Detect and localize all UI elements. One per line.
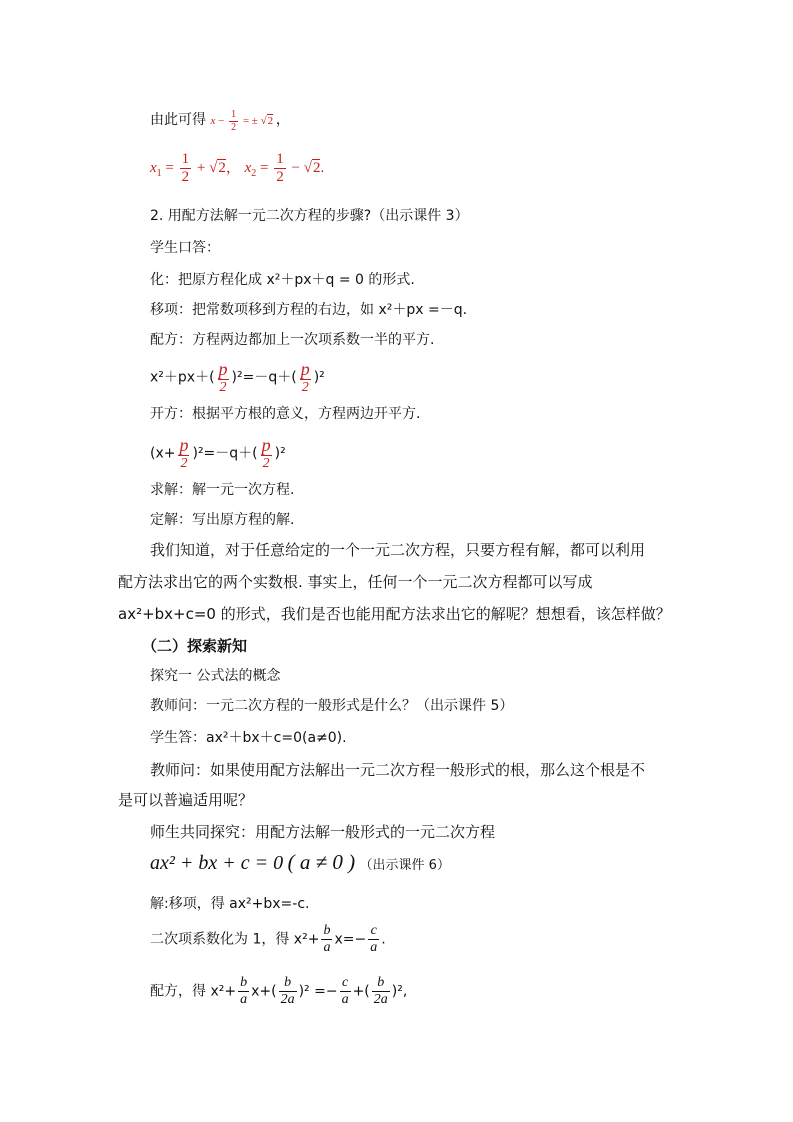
step-transpose: 移项：把常数项移到方程的右边，如 x²＋px =－q.	[150, 302, 468, 318]
step-square-root: 开方：根据平方根的意义，方程两边开平方.	[150, 406, 421, 422]
paragraph-line-1: 我们知道，对于任意给定的一个一元二次方程，只要方程有解，都可以利用	[150, 541, 646, 559]
student-answer-1: 学生答：ax²＋bx＋c=0(a≠0).	[150, 730, 347, 746]
fraction: $\frac{p}{2}$	[261, 435, 271, 471]
teacher-question-2b: 是可以普遍适用呢？	[118, 791, 254, 809]
question-2: 2. 用配方法解一元二次方程的步骤?（出示课件 3）	[150, 208, 469, 224]
fraction: $\frac{b}{2a}$	[373, 975, 388, 1007]
fraction: $\frac{b}{a}$	[240, 975, 248, 1007]
derivation-line: 由此可得 x − $\frac{1}{2}$ = ± √2 ，	[150, 109, 290, 133]
teacher-question-1: 教师问：一元二次方程的一般形式是什么？（出示课件 5）	[150, 698, 514, 714]
step-conclude: 定解：写出原方程的解.	[150, 512, 295, 528]
fraction: $\frac{c}{a}$	[370, 923, 378, 955]
student-answer-label: 学生口答：	[150, 240, 220, 256]
fraction: $\frac{p}{2}$	[300, 359, 310, 395]
fraction: $\frac{p}{2}$	[218, 359, 228, 395]
fraction: $\frac{c}{a}$	[341, 975, 349, 1007]
exploration-heading: 探究一 公式法的概念	[150, 668, 281, 684]
equation-complete-square: x²＋px＋( $\frac{p}{2}$ )²=－q＋( $\frac{p}{2}$ )²	[150, 359, 325, 395]
solution-step-2: 二次项系数化为 1，得 x²+ $\frac{b}{a}$ x=− $\frac{c}{a}$ .	[150, 923, 386, 955]
general-equation: ax² + bx + c = 0 ( a ≠ 0 ) （出示课件 6）	[150, 850, 450, 874]
roots-equation: $x_1$ = $\frac{1}{2}$ + √2， $x_2$ = $\frac{1}{2}$ − √2.	[150, 151, 325, 185]
section-heading: （二）探索新知	[142, 637, 248, 655]
fraction: $\frac{1}{2}$	[276, 151, 284, 185]
paragraph-line-2: 配方法求出它的两个实数根. 事实上，任何一个一元二次方程都可以写成	[118, 573, 593, 591]
solution-step-1: 解:移项，得 ax²+bx=-c.	[150, 896, 310, 912]
paragraph-line-3: ax²+bx+c=0 的形式，我们是否也能用配方法求出它的解呢？想想看，该怎样做？	[118, 605, 671, 623]
fraction: $\frac{b}{a}$	[323, 923, 331, 955]
fraction: $\frac{b}{2a}$	[280, 975, 295, 1007]
joint-exploration: 师生共同探究：用配方法解一般形式的一元二次方程	[150, 823, 496, 841]
step-solve: 求解：解一元一次方程.	[150, 482, 295, 498]
text: 由此可得	[150, 112, 206, 129]
fraction: $\frac{p}{2}$	[179, 435, 189, 471]
solution-step-3: 配方，得 x²+ $\frac{b}{a}$ x+( $\frac{b}{2a}$ )² =− $\frac{c}{a}$ +( $\frac{b}{2a}$ )²,	[150, 975, 408, 1007]
step-simplify: 化：把原方程化成 x²＋px＋q = 0 的形式.	[150, 272, 415, 288]
step-complete-square: 配方：方程两边都加上一次项系数一半的平方.	[150, 332, 435, 348]
fraction: $\frac{1}{2}$	[231, 109, 237, 133]
fraction: $\frac{1}{2}$	[181, 151, 190, 185]
small-equation: x − $\frac{1}{2}$ = ± √2	[210, 109, 274, 133]
teacher-question-2a: 教师问：如果使用配方法解出一元二次方程一般形式的根，那么这个根是不	[150, 761, 646, 779]
equation-square-root: (x+ $\frac{p}{2}$ )²=－q＋( $\frac{p}{2}$ )²	[150, 435, 286, 471]
